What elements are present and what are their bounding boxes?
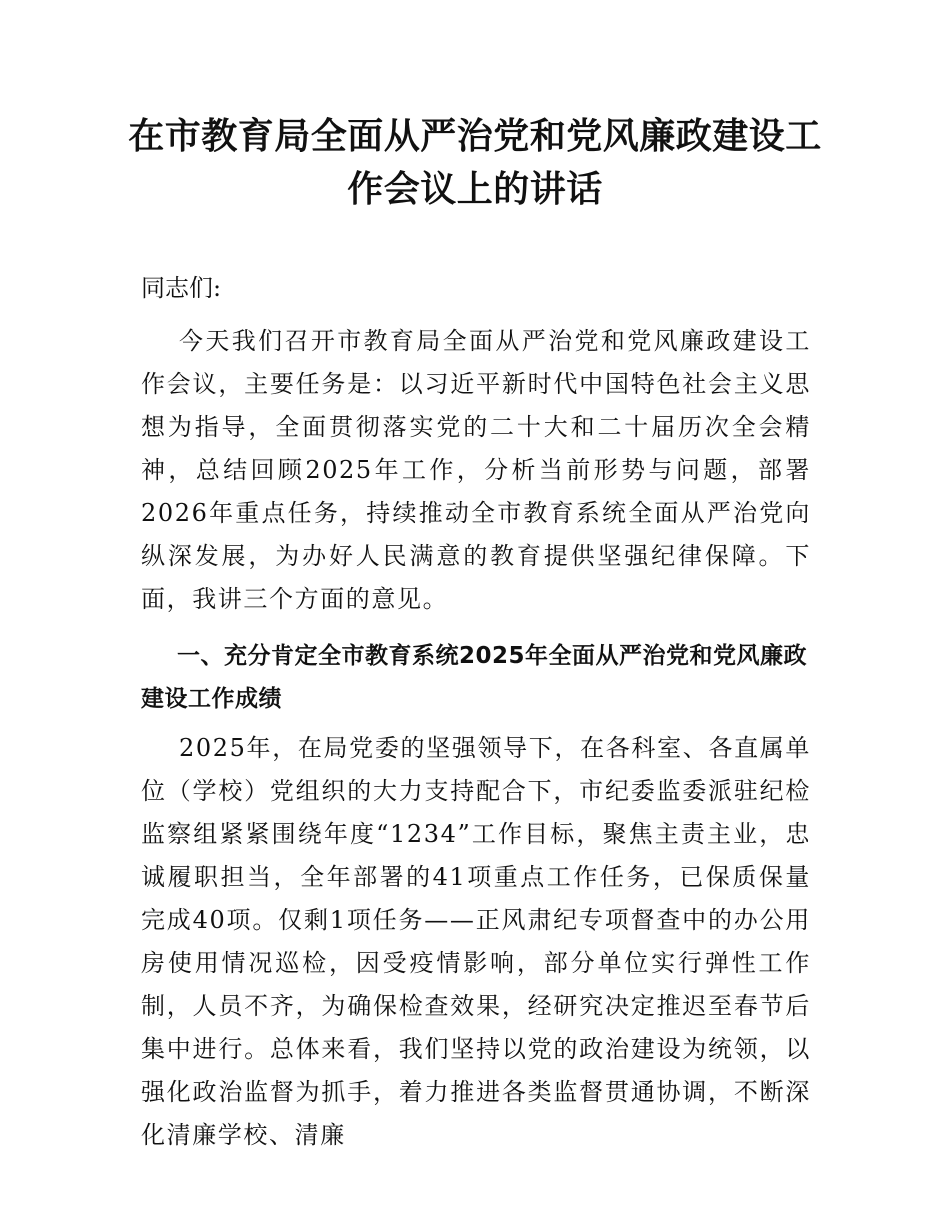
section-heading-1: 一、充分肯定全市教育系统2025年全面从严治党和党风廉政建设工作成绩 [141, 643, 808, 712]
salutation: 同志们: [141, 274, 222, 302]
title-line-2: 作会议上的讲话 [347, 168, 603, 210]
document-title [120, 110, 830, 216]
paragraph-intro: 今天我们召开市教育局全面从严治党和党风廉政建设工作会议，主要任务是：以习近平新时代中国特色社会主义思想为指导，全面贯彻落实党的二十大和二十届历次全会精神，总结回顾2025年工作，分析当前形势与问题，部署2026年重点任务，持续推动全市教育系统全面从严治党向纵深发展，为办好人民满意的教育提供坚强纪律保障。下面，我讲三个方面的意见。 [141, 327, 811, 613]
title-line-1: 在市教育局全面从严治党和党风廉政建设工 [128, 115, 822, 157]
paragraph-achievements: 2025年，在局党委的坚强领导下，在各科室、各直属单位（学校）党组织的大力支持配合下，市纪委监委派驻纪检监察组紧紧围绕年度“1234”工作目标，聚焦主责主业，忠诚履职担当，全年部署的41项重点工作任务，已保质保量完成40项。仅剩1项任务——正风肃纪专项督查中的办公用房使用情况巡检，因受疫情影响，部分单位实行弹性工作制，人员不齐，为确保检查效果，经研究决定推迟至春节后集中进行。总体来看，我们坚持以党的政治建设为统领，以强化政治监督为抓手，着力推进各类监督贯通协调，不断深化清廉学校、清廉 [141, 734, 811, 1149]
